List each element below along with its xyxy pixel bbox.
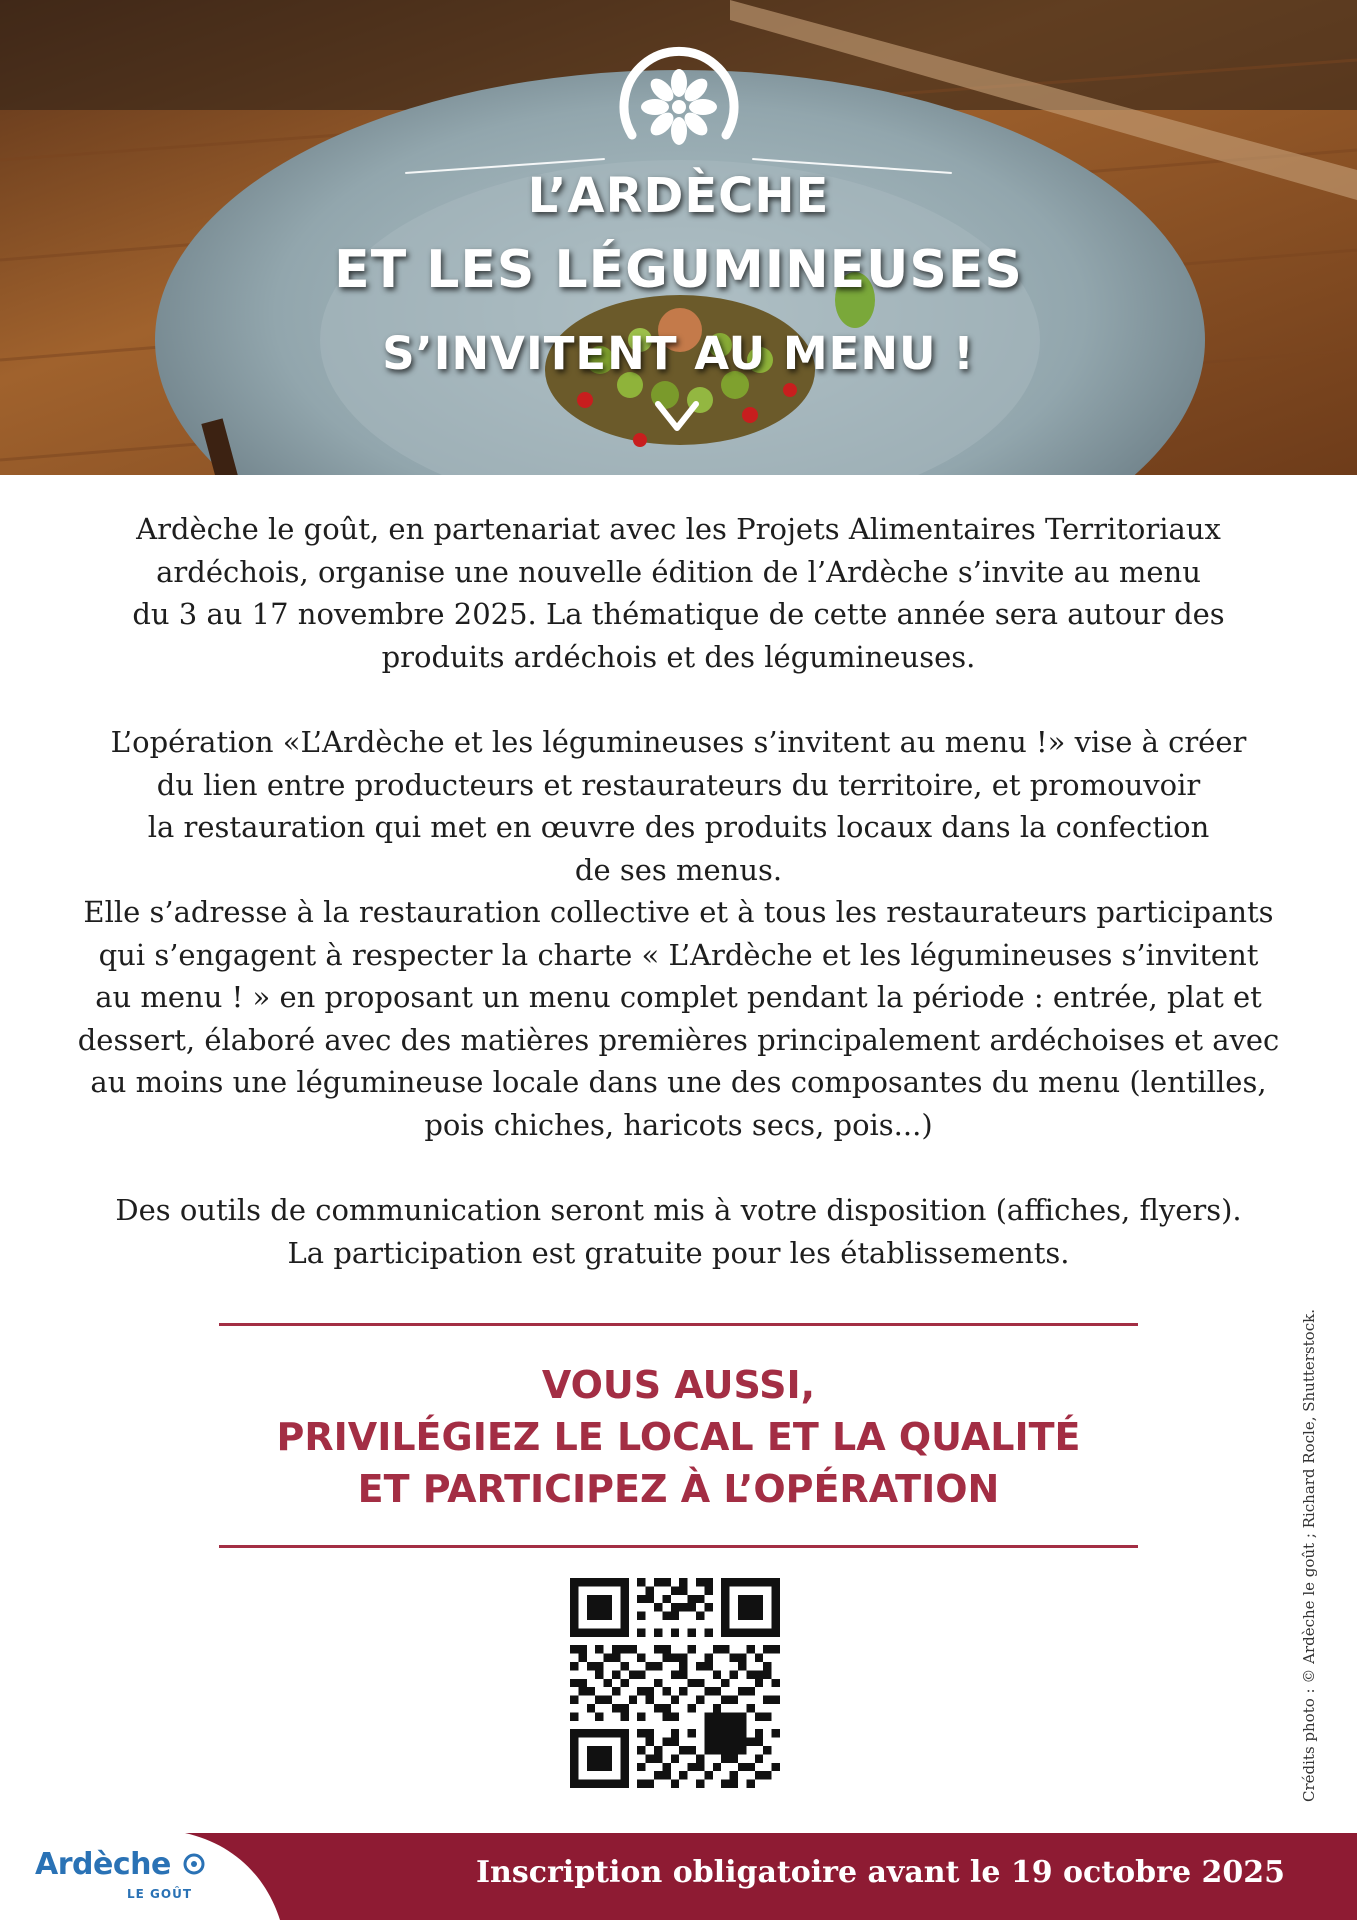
hero-title-line1: L’ARDÈCHE: [527, 168, 830, 224]
intro-line: produits ardéchois et des légumineuses.: [381, 639, 976, 674]
operation-line: qui s’engagent à respecter la charte « L’Ardèche et les légumineuses s’invitent: [98, 937, 1259, 972]
chevron-down-icon: [654, 400, 700, 434]
brand-subtitle: LE GOÛT: [127, 1887, 193, 1901]
call-to-action: [0, 1359, 1357, 1515]
tools-paragraph: [40, 1189, 1317, 1274]
intro-line: Ardèche le goût, en partenariat avec les Projets Alimentaires Territoriaux: [136, 512, 1221, 546]
intro-line: ardéchois, organise une nouvelle édition de l’Ardèche s’invite au menu: [156, 554, 1201, 589]
intro-paragraph: [40, 508, 1317, 678]
brand-sun-icon: [183, 1853, 205, 1875]
ardeche-le-gout-logo: [35, 1847, 193, 1901]
hero-title-line3: S’INVITENT AU MENU !: [382, 327, 975, 380]
operation-line: dessert, élaboré avec des matières premières principalement ardéchoises et avec: [77, 1022, 1280, 1057]
operation-line: pois chiches, haricots secs, pois...): [424, 1107, 933, 1142]
cta-line2: PRIVILÉGIEZ LE LOCAL ET LA QUALITÉ: [276, 1415, 1081, 1459]
photo-credits: Crédits photo : © Ardèche le goût ; Richard Rocle, Shutterstock.: [1300, 1309, 1318, 1802]
sun-flower-logo-icon: [612, 30, 746, 160]
operation-line: au menu ! » en proposant un menu complet pendant la période : entrée, plat et: [95, 980, 1262, 1014]
operation-line: la restauration qui met en œuvre des produits locaux dans la confection: [147, 810, 1210, 844]
hero-title-line2: ET LES LÉGUMINEUSES: [334, 240, 1023, 300]
operation-paragraph: [40, 721, 1317, 1146]
qr-code-icon[interactable]: [570, 1578, 780, 1788]
intro-line: du 3 au 17 novembre 2025. La thématique de cette année sera autour des: [132, 597, 1225, 631]
cta-line1: VOUS AUSSI,: [541, 1363, 816, 1407]
operation-line: au moins une légumineuse locale dans une des composantes du menu (lentilles,: [90, 1065, 1267, 1099]
operation-line: Elle s’adresse à la restauration collective et à tous les restaurateurs participants: [83, 895, 1274, 929]
hero-banner: [0, 0, 1357, 475]
brand-name: Ardèche: [35, 1847, 171, 1882]
operation-line: du lien entre producteurs et restaurateurs du territoire, et promouvoir: [156, 767, 1201, 802]
cta-line3: ET PARTICIPEZ À L’OPÉRATION: [357, 1467, 1000, 1511]
cta-rule-bottom: [219, 1545, 1138, 1548]
operation-line: L’opération «L’Ardèche et les légumineuses s’invitent au menu !» vise à créer: [110, 725, 1247, 759]
footer-banner: [0, 1833, 1357, 1920]
tools-line: Des outils de communication seront mis à votre disposition (affiches, flyers).: [115, 1193, 1242, 1227]
cta-rule-top: [219, 1323, 1138, 1326]
tools-line: La participation est gratuite pour les établissements.: [287, 1235, 1070, 1270]
registration-deadline: Inscription obligatoire avant le 19 octobre 2025: [476, 1855, 1285, 1890]
operation-line: de ses menus.: [574, 852, 783, 887]
